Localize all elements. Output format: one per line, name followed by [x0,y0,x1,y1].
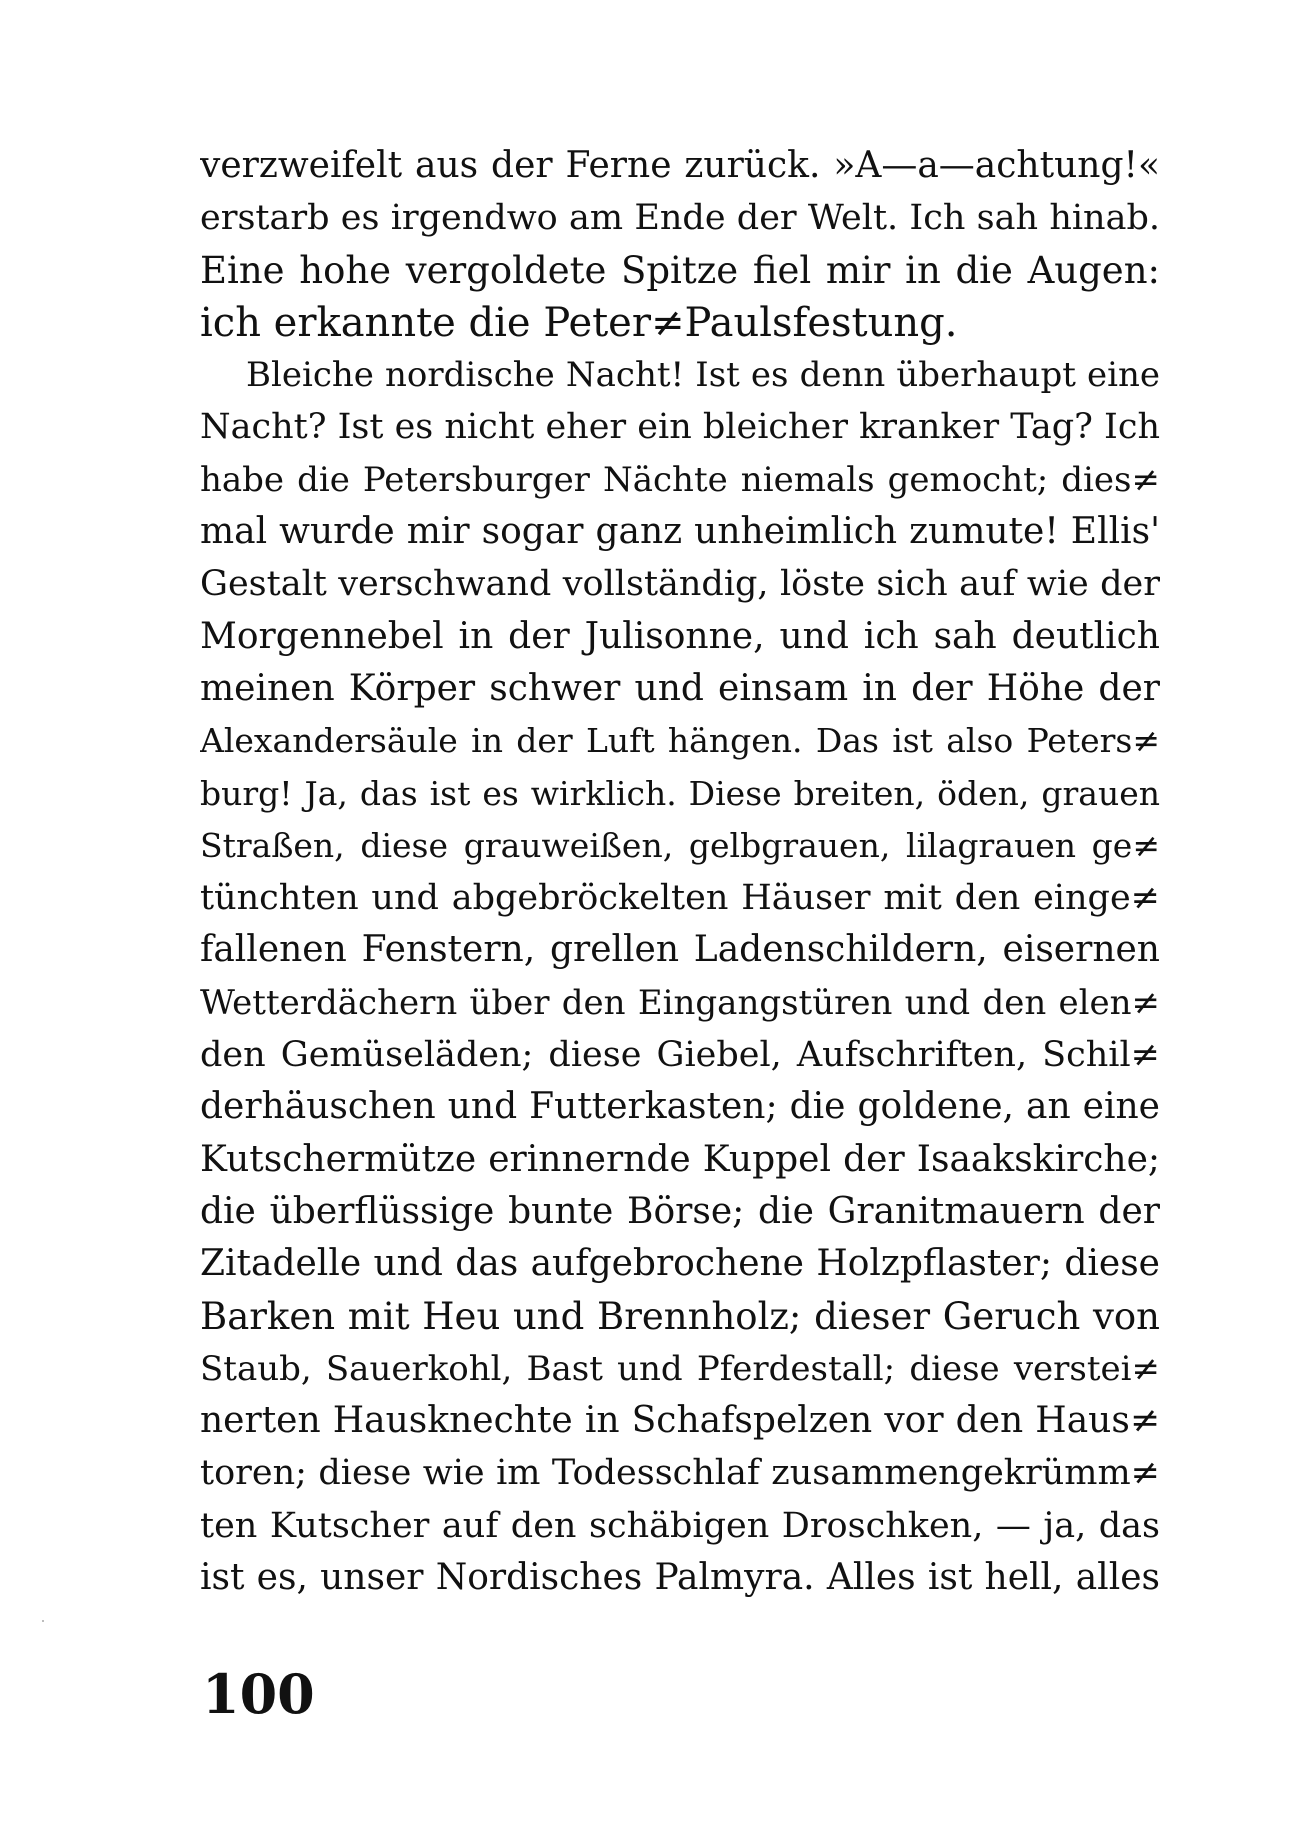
text-line: burg! Ja, das ist es wirklich. Diese breiten, öden, grauen [200,773,1160,813]
text-line: tünchten und abgebröckelten Häuser mit den einge≠ [200,878,1160,919]
text-line: Bleiche nordische Nacht! Ist es denn überhaupt eine [246,355,1160,396]
text-line: derhäuschen und Futterkasten; die goldene, an eine [200,1086,1160,1128]
text-line: Morgennebel in der Julisonne, und ich sah deutlich [200,615,1160,657]
text-line: toren; diese wie im Todesschlaf zusammengekrümm≠ [200,1453,1160,1494]
page-number: 100 [202,1662,315,1726]
text-line: Wetterdächern über den Eingangstüren und den elen≠ [200,982,1160,1023]
text-line: Staub, Sauerkohl, Bast und Pferdestall; diese verstei≠ [200,1348,1160,1389]
text-line: meinen Körper schwer und einsam in der Höhe der [200,667,1160,709]
text-line: ich erkannte die Peter≠Paulsfestung. [200,299,958,346]
text-line: Kutschermütze erinnernde Kuppel der Isaakskirche; [200,1138,1160,1180]
text-line: Barken mit Heu und Brennholz; dieser Geruch von [200,1294,1160,1338]
text-line: Zitadelle und das aufgebrochene Holzpflaster; diese [200,1243,1160,1285]
margin-speck [42,1620,44,1622]
text-line: habe die Petersburger Nächte niemals gemocht; dies≠ [200,459,1160,500]
text-line: mal wurde mir sogar ganz unheimlich zumute! Ellis' [200,511,1160,553]
text-line: ten Kutscher auf den schäbigen Droschken, — ja, das [200,1505,1160,1546]
text-line: ist es, unser Nordisches Palmyra. Alles ist hell, alles [200,1557,1160,1599]
text-line: die überflüssige bunte Börse; die Granitmauern der [200,1190,1160,1232]
text-line: erstarb es irgendwo am Ende der Welt. Ich sah hinab. [200,198,1160,239]
text-line: Alexandersäule in der Luft hängen. Das ist also Peters≠ [200,721,1160,761]
text-line: Nacht? Ist es nicht eher ein bleicher kranker Tag? Ich [200,407,1160,448]
text-line: den Gemüseläden; diese Giebel, Aufschriften, Schil≠ [200,1035,1160,1076]
text-line: verzweifelt aus der Ferne zurück. »A—a—achtung!« [200,145,1160,186]
text-line: nerten Hausknechte in Schafspelzen vor den Haus≠ [200,1400,1160,1442]
text-line: fallenen Fenstern, grellen Ladenschildern, eisernen [200,929,1160,971]
text-line: Eine hohe vergoldete Spitze fiel mir in die Augen: [200,248,1160,292]
text-line: Gestalt verschwand vollständig, löste sich auf wie der [200,564,1160,605]
body-text [200,140,1160,1604]
text-line: Straßen, diese grauweißen, gelbgrauen, lilagrauen ge≠ [200,825,1160,865]
